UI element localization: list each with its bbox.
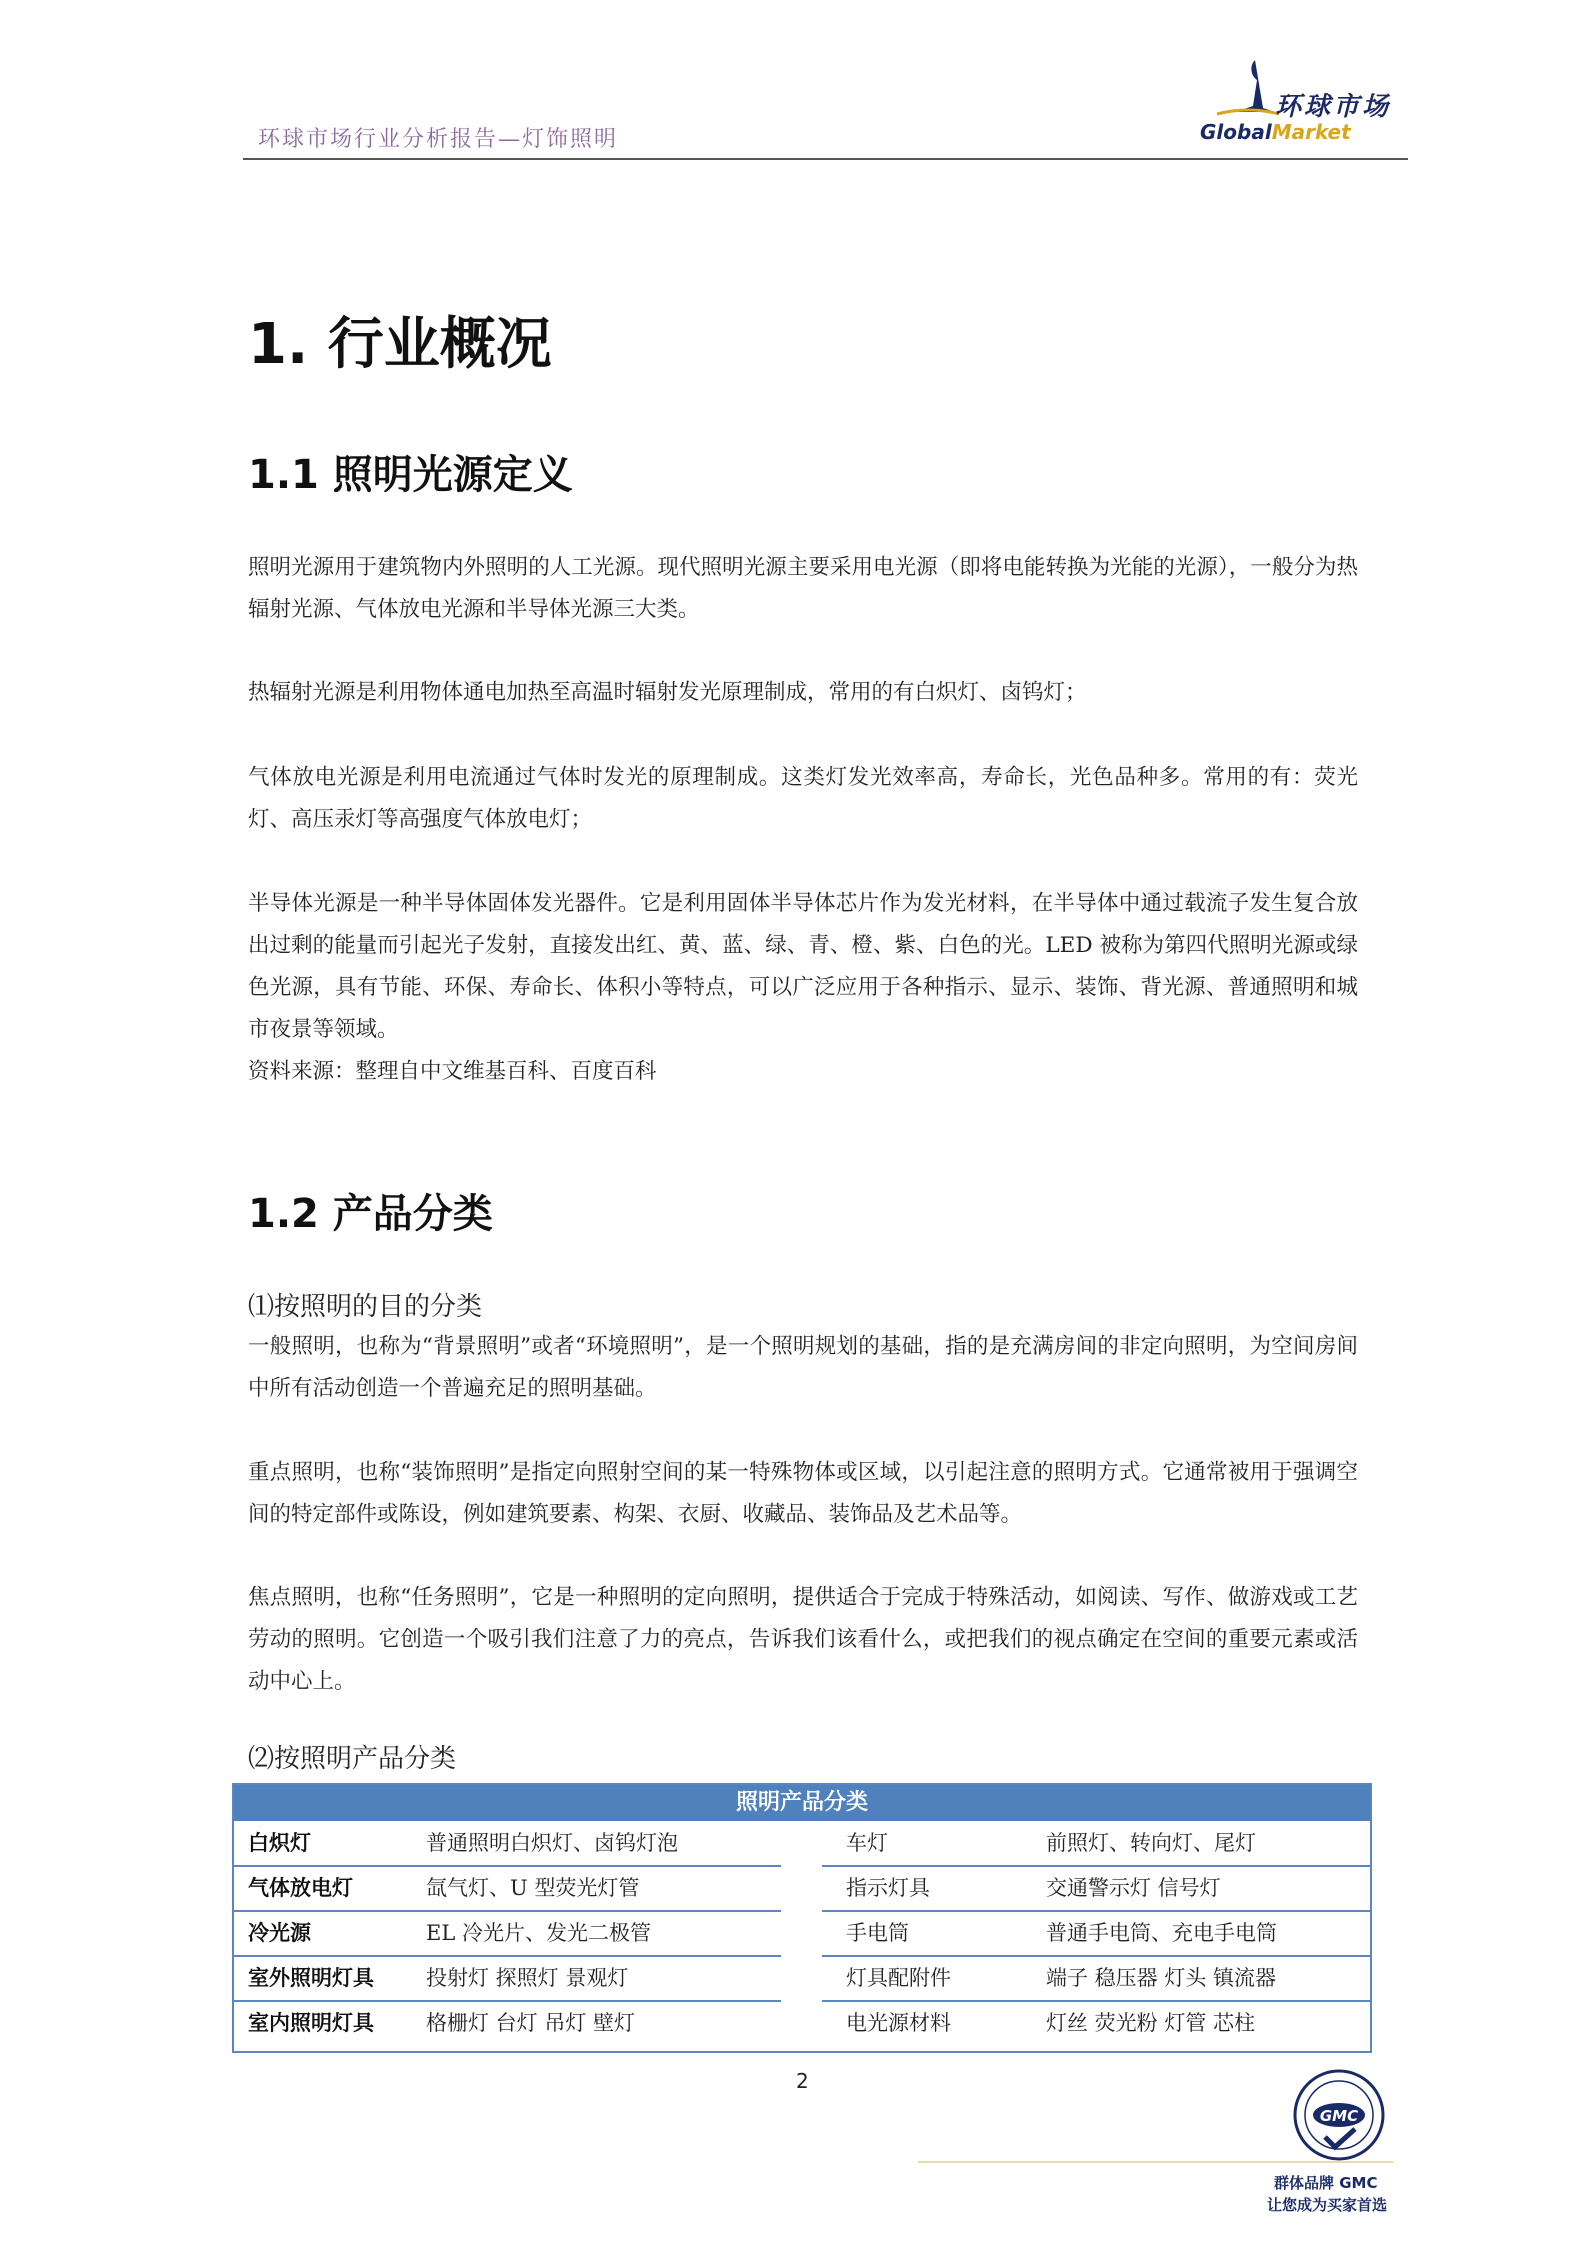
header-title: 环球市场行业分析报告—灯饰照明 bbox=[258, 127, 619, 152]
header-divider bbox=[243, 158, 1408, 160]
table-title: 照明产品分类 bbox=[234, 1785, 1370, 1821]
product-classification-table bbox=[232, 1783, 1372, 2053]
items-cell: 普通手电筒、充电手电筒 bbox=[1046, 1921, 1277, 1945]
table-row bbox=[234, 2001, 1370, 2045]
items-cell: 投射灯 探照灯 景观灯 bbox=[426, 1966, 629, 1990]
items-cell: 普通照明白炽灯、卤钨灯泡 bbox=[426, 1831, 678, 1855]
category-cell: 车灯 bbox=[846, 1831, 888, 1855]
category-cell: 指示灯具 bbox=[846, 1876, 930, 1900]
items-cell: 端子 稳压器 灯头 镇流器 bbox=[1046, 1966, 1277, 1990]
page-number: 2 bbox=[796, 2069, 809, 2093]
category-cell: 气体放电灯 bbox=[248, 1876, 353, 1900]
section-heading-1-2: 1.2 产品分类 bbox=[248, 1191, 493, 1237]
paragraph-accent-lighting: 重点照明，也称“装饰照明”是指定向照射空间的某一特殊物体或区域，以引起注意的照明方式。它通常被用于强调空间的特定部件或陈设，例如建筑要素、构架、衣厨、收藏品、装饰品及艺术品等。 bbox=[248, 1460, 1358, 1527]
paragraph-task-lighting: 焦点照明，也称“任务照明”，它是一种照明的定向照明，提供适合于完成于特殊活动，如阅读、写作、做游戏或工艺劳动的照明。它创造一个吸引我们注意了力的亮点，告诉我们该看什么，或把我们的视点确定在空间的重要元素或活动中心上。 bbox=[248, 1585, 1358, 1694]
items-cell: 氙气灯、U 型荧光灯管 bbox=[426, 1876, 640, 1900]
paragraph-semiconductor: 半导体光源是一种半导体固体发光器件。它是利用固体半导体芯片作为发光材料，在半导体中通过载流子发生复合放出过剩的能量而引起光子发射，直接发出红、黄、蓝、绿、青、橙、紫、白色的光。LED 被称为第四代照明光源或绿色光源，具有节能、环保、寿命长、体积小等特点，可以广泛应用于各种指示、显示、装饰、背光源、普通照明和城市夜景等领域。 bbox=[248, 891, 1358, 1042]
category-cell: 冷光源 bbox=[248, 1921, 311, 1945]
chapter-heading: 1. 行业概况 bbox=[248, 312, 552, 377]
paragraph-thermal-radiation: 热辐射光源是利用物体通电加热至高温时辐射发光原理制成，常用的有白炽灯、卤钨灯； bbox=[248, 680, 1087, 705]
items-cell: 灯丝 荧光粉 灯管 芯柱 bbox=[1046, 2011, 1256, 2035]
logo-en-market: Market bbox=[1271, 120, 1351, 144]
category-cell: 白炽灯 bbox=[248, 1831, 311, 1855]
paragraph-gas-discharge: 气体放电光源是利用电流通过气体时发光的原理制成。这类灯发光效率高，寿命长，光色品种多。常用的有：荧光灯、高压汞灯等高强度气体放电灯； bbox=[248, 765, 1358, 832]
table-row bbox=[234, 1956, 1370, 2000]
category-cell: 室内照明灯具 bbox=[248, 2011, 374, 2035]
footer-brand: 群体品牌 GMC bbox=[1274, 2174, 1378, 2192]
category-cell: 灯具配附件 bbox=[846, 1966, 951, 1990]
items-cell: 前照灯、转向灯、尾灯 bbox=[1046, 1831, 1256, 1855]
seal-text: GMC bbox=[1319, 2107, 1359, 2125]
logo-en-global: Global bbox=[1200, 120, 1272, 144]
logo-chinese-text: 环球市场 bbox=[1275, 92, 1392, 122]
subheading-by-product: ⑵按照明产品分类 bbox=[248, 1744, 457, 1774]
source-note: 资料来源：整理自中文维基百科、百度百科 bbox=[248, 1059, 657, 1084]
global-market-logo bbox=[1195, 58, 1415, 148]
gmc-seal-icon bbox=[1285, 2065, 1393, 2165]
items-cell: 格栅灯 台灯 吊灯 壁灯 bbox=[426, 2011, 636, 2035]
paragraph-general-lighting: 一般照明，也称为“背景照明”或者“环境照明”，是一个照明规划的基础，指的是充满房间的非定向照明，为空间房间中所有活动创造一个普遍充足的照明基础。 bbox=[248, 1334, 1358, 1401]
category-cell: 手电筒 bbox=[846, 1921, 909, 1945]
footer-divider bbox=[918, 2161, 1393, 2163]
torch-icon bbox=[1213, 58, 1283, 118]
category-cell: 电光源材料 bbox=[846, 2011, 951, 2035]
category-cell: 室外照明灯具 bbox=[248, 1966, 374, 1990]
table-row bbox=[234, 1911, 1370, 1955]
section-heading-1-1: 1.1 照明光源定义 bbox=[248, 452, 573, 498]
paragraph-definition: 照明光源用于建筑物内外照明的人工光源。现代照明光源主要采用电光源（即将电能转换为光能的光源），一般分为热辐射光源、气体放电光源和半导体光源三大类。 bbox=[248, 555, 1358, 622]
items-cell: 交通警示灯 信号灯 bbox=[1046, 1876, 1221, 1900]
subheading-by-purpose: ⑴按照明的目的分类 bbox=[248, 1292, 483, 1322]
footer-slogan: 让您成为买家首选 bbox=[1267, 2196, 1388, 2214]
table-row bbox=[234, 1866, 1370, 1910]
table-row bbox=[234, 1821, 1370, 1865]
items-cell: EL 冷光片、发光二极管 bbox=[426, 1921, 651, 1945]
logo-english-text bbox=[1200, 120, 1351, 144]
